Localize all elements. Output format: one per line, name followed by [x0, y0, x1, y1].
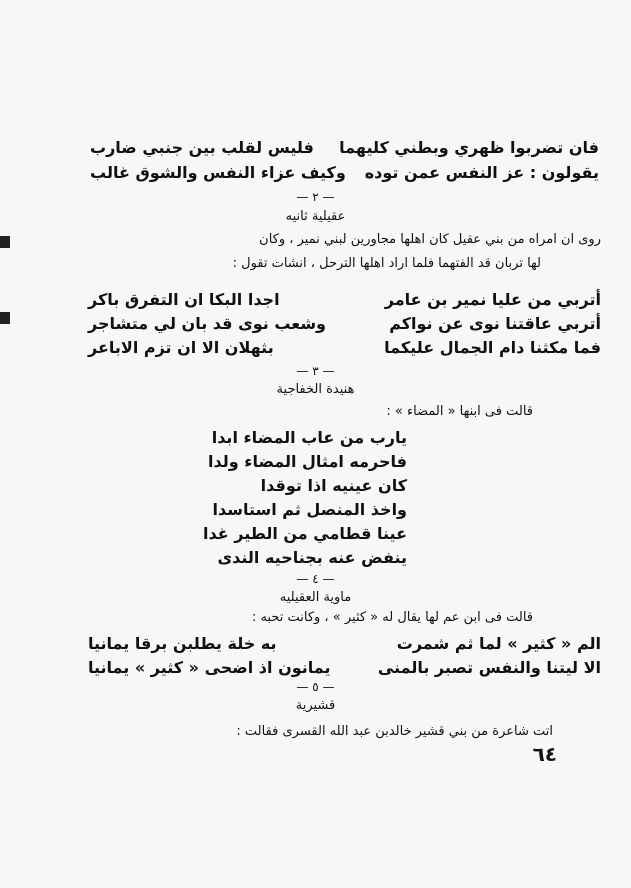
- section2-intro-line1: روى ان امراه من بني عقيل كان اهلها مجاورين لبني نمير ، وكان: [259, 232, 601, 247]
- section2-verse2-left: وشعب نوى قد بان لي متشاجر: [88, 314, 326, 333]
- scan-edge-mark: [0, 312, 10, 324]
- section3-verse3: كان عينيه اذا توقدا: [260, 476, 407, 495]
- section4-verse1-right: الم « كثير » لما ثم شمرت: [396, 634, 601, 653]
- section2-verse2-right: أتربي عاقتنا نوى عن نواكم: [389, 314, 601, 333]
- poem1-line2-left-hemistich: وكيف عزاء النفس والشوق غالب: [90, 163, 346, 182]
- section2-verse1-right: أتربي من عليا نمير بن عامر: [384, 290, 601, 309]
- poem1-line1-right-hemistich: فان تضربوا ظهري وبطني كليهما: [339, 138, 599, 157]
- section4-verse1-left: به خلة يطلبن برقا يمانيا: [88, 634, 277, 653]
- section4-verse2-right: الا ليتنا والنفس تصبر بالمنى: [377, 658, 601, 677]
- section4-number: — ٤ —: [296, 572, 335, 586]
- section2-title: عقيلية ثانيه: [285, 209, 346, 224]
- scan-edge-mark: [0, 236, 10, 248]
- section3-verse5: عينا قطامي من الطير غدا: [203, 524, 407, 543]
- section5-intro: اتت شاعرة من بني قشير خالدبن عبد الله القسرى فقالت :: [236, 724, 553, 739]
- poem1-line1-left-hemistich: فليس لقلب بين جنبي ضارب: [90, 138, 314, 157]
- section2-intro-line2: لها تربان قد الفتهما فلما اراد اهلها الترحل ، انشات تقول :: [232, 256, 541, 271]
- section3-verse1: يارب من عاب المضاء ابدا: [211, 428, 407, 447]
- section3-intro: قالت فى ابنها « المضاء » :: [386, 404, 533, 419]
- section5-title: قشيرية: [295, 698, 336, 713]
- section2-verse3-left: بثهلان الا ان تزم الاباعر: [88, 338, 274, 357]
- section4-verse2-left: يمانون اذ اضحى « كثير » يمانيا: [88, 658, 331, 677]
- section2-verse3-right: فما مكثنا دام الجمال عليكما: [384, 338, 601, 357]
- section2-number: — ٢ —: [296, 190, 335, 204]
- page-number: ٦٤: [532, 742, 557, 766]
- section3-title: هنيدة الخفاجية: [276, 382, 355, 397]
- section3-number: — ٣ —: [296, 364, 335, 378]
- poem1-line2-right-hemistich: يقولون : عز النفس عمن توده: [364, 163, 599, 182]
- section3-verse6: ينفض عنه بجناحيه الندى: [217, 548, 407, 567]
- section3-verse2: فاحرمه امثال المضاء ولدا: [208, 452, 407, 471]
- section3-verse4: واخذ المنصل ثم استاسدا: [212, 500, 407, 519]
- section2-verse1-left: اجدا البكا ان التفرق باكر: [88, 290, 280, 309]
- section5-number: — ٥ —: [296, 680, 335, 694]
- section4-intro: قالت فى ابن عم لها يقال له « كثير » ، وكانت تحبه :: [251, 610, 533, 625]
- section4-title: ماوية العقيليه: [279, 590, 352, 605]
